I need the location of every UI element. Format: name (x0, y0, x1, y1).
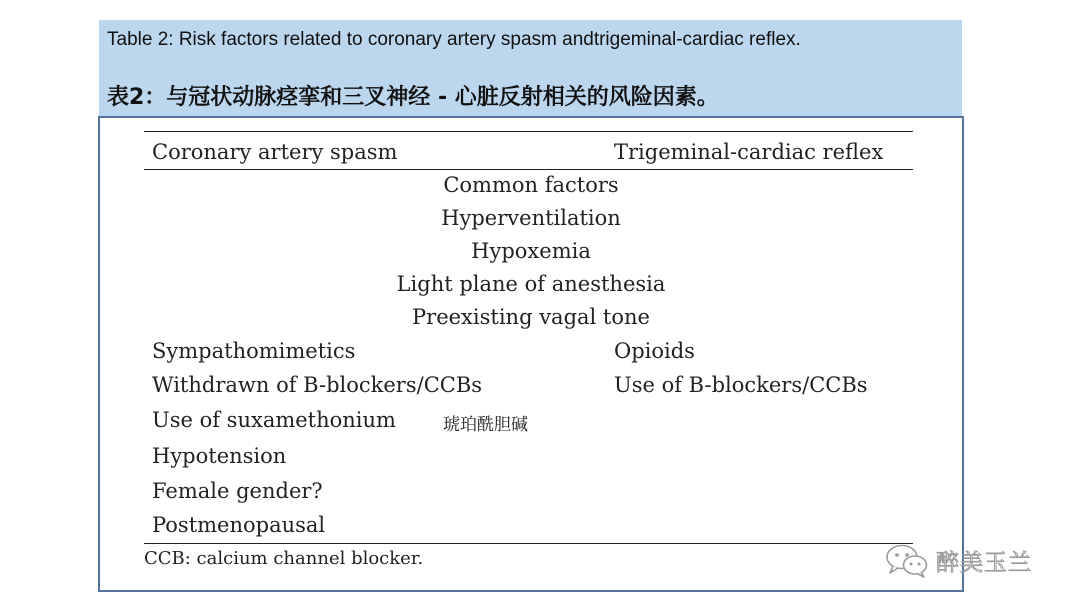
watermark (884, 542, 1032, 578)
watermark-text: 醉美玉兰 (936, 549, 1032, 576)
trigeminal-factor-item: Use of B-blockers/CCBs (614, 373, 868, 397)
table-footnote: CCB: calcium channel blocker. (144, 548, 424, 569)
common-factor-item: Light plane of anesthesia (396, 272, 666, 296)
common-factor-item: Preexisting vagal tone (412, 305, 650, 329)
common-factors-heading: Common factors (443, 173, 619, 197)
table-image (98, 116, 964, 592)
table-top-rule (144, 131, 913, 132)
coronary-factor-item: Postmenopausal (152, 513, 326, 537)
coronary-factor-item: Withdrawn of B-blockers/CCBs (152, 373, 483, 397)
table-bottom-rule (144, 543, 913, 544)
trigeminal-factor-item: Opioids (614, 339, 695, 363)
common-factor-item: Hypoxemia (471, 239, 591, 263)
common-factor-item: Hyperventilation (441, 206, 621, 230)
coronary-factor-item: Hypotension (152, 444, 287, 468)
coronary-factor-item: Sympathomimetics (152, 339, 356, 363)
header-trigeminal-cardiac-reflex: Trigeminal-cardiac reflex (614, 140, 884, 164)
table-header-rule (144, 169, 913, 170)
wechat-icon (884, 542, 930, 578)
header-coronary-artery-spasm: Coronary artery spasm (152, 140, 398, 164)
table-caption (99, 20, 962, 116)
caption-english: Table 2: Risk factors related to coronary artery spasm andtrigeminal-cardiac reflex. (107, 29, 801, 50)
caption-chinese: 表2：与冠状动脉痉挛和三叉神经 - 心脏反射相关的风险因素。 (107, 85, 719, 110)
chinese-annotation: 琥珀酰胆碱 (443, 415, 528, 435)
coronary-factor-item: Use of suxamethonium (152, 408, 396, 432)
coronary-factor-item: Female gender? (152, 479, 323, 503)
